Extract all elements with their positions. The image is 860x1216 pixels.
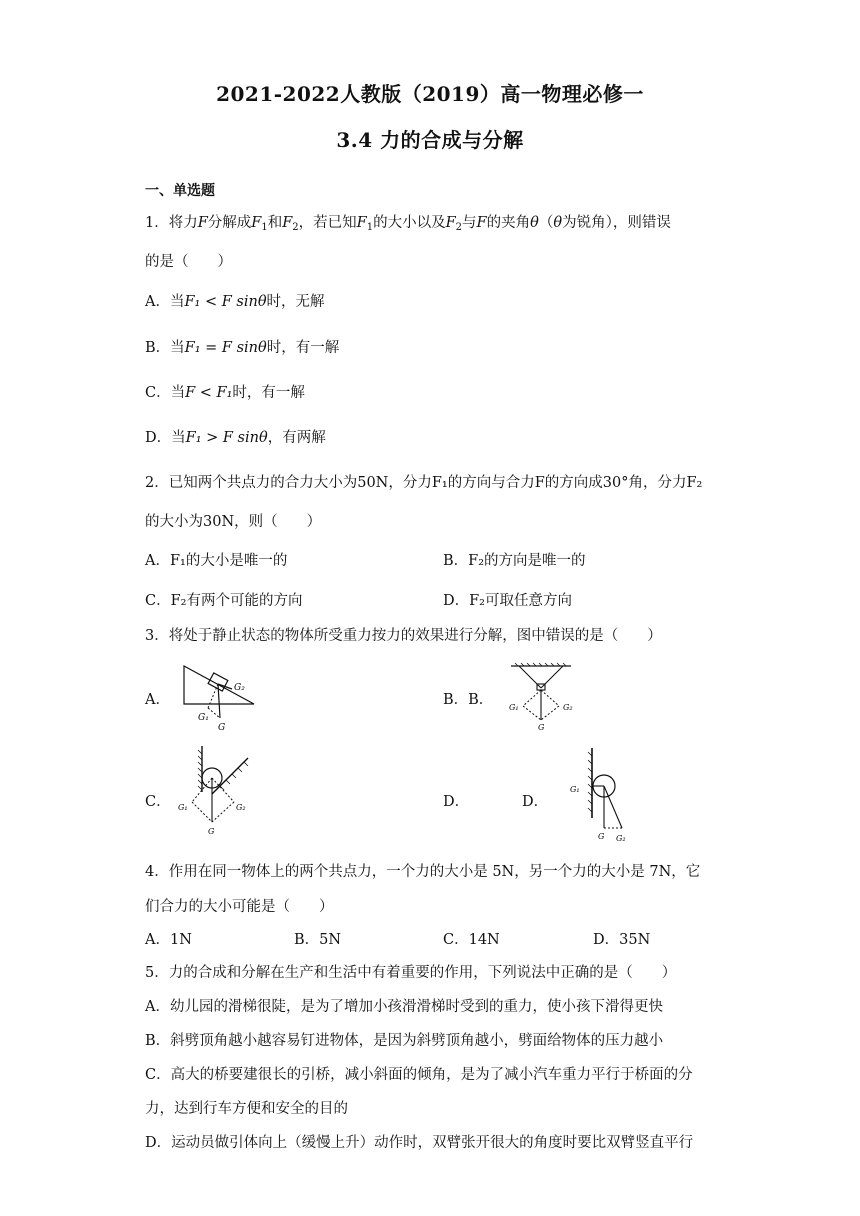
q2-stem: 2．已知两个共点力的合力大小为50N，分力F₁的方向与合力F的方向成30°角，分力F₂: [145, 475, 703, 491]
q1-option-c: [145, 383, 305, 403]
q1-stem-part: 的大小以及: [373, 215, 446, 231]
label-g: G: [208, 827, 215, 836]
q1-stem-part: 分解成: [207, 215, 252, 231]
option-math: F < F₁: [185, 385, 233, 401]
q2-option-a: A．F₁的大小是唯一的: [145, 553, 288, 569]
q3-label-b: B．B．: [443, 692, 494, 708]
label-g2: G₂: [616, 834, 626, 843]
option-label: D．当: [145, 430, 186, 446]
q2-stem-line2: 的大小为30N，则（ ）: [145, 514, 322, 530]
option-label: B．当: [145, 340, 185, 356]
q3-label-d: D．: [443, 794, 470, 810]
q4-option-a: A．1N: [145, 932, 192, 948]
q1-var-f1: F: [356, 215, 367, 231]
q1-sub: 1: [261, 222, 268, 233]
option-text: 时，无解: [266, 294, 325, 310]
q1-stem-part: 1．将力: [145, 215, 198, 231]
q1-var-f2: F: [445, 215, 456, 231]
q3-label-a: A．: [145, 692, 170, 708]
q5-option-d: D．运动员做引体向上（缓慢上升）动作时，双臂张开很大的角度时要比双臂竖直平行: [145, 1135, 694, 1151]
q1-stem: [145, 213, 671, 238]
q1-sub: 2: [455, 222, 463, 233]
q2-option-d: D．F₂可取任意方向: [443, 593, 572, 609]
label-g: G: [598, 832, 605, 841]
q1-option-d: [145, 428, 326, 448]
q1-stem-part: 的夹角: [486, 215, 531, 231]
q1-stem-part: 和: [267, 215, 283, 231]
q5-option-c: C．高大的桥要建很长的引桥，减小斜面的倾角，是为了减小汽车重力平行于桥面的分: [145, 1067, 693, 1083]
q1-sub: 2: [292, 222, 299, 233]
option-label: C．当: [145, 385, 186, 401]
q3-stem: 3．将处于静止状态的物体所受重力按力的效果进行分解，图中错误的是（ ）: [145, 628, 662, 644]
q1-var-theta: θ: [553, 215, 563, 231]
q2-option-b: B．F₂的方向是唯一的: [443, 553, 586, 569]
q1-stem-line2: 的是（ ）: [145, 254, 232, 270]
label-g: G: [538, 723, 545, 732]
q3-label-c: C．: [145, 794, 171, 810]
q4-option-d: D．35N: [593, 932, 651, 948]
option-label: A．当: [145, 294, 185, 310]
q5-option-c-line2: 力，达到行车方便和安全的目的: [145, 1101, 348, 1117]
section-heading: 一、单选题: [145, 183, 215, 199]
q4-stem: 4．作用在同一物体上的两个共点力，一个力的大小是 5N，另一个力的大小是 7N，它: [145, 864, 701, 880]
label-g1: G₁: [509, 703, 519, 712]
q2-option-c: C．F₂有两个可能的方向: [145, 593, 303, 609]
option-math: F₁ < F sinθ: [184, 294, 267, 310]
q5-option-a: A．幼儿园的滑梯很陡，是为了增加小孩滑滑梯时受到的重力，使小孩下滑得更快: [145, 999, 663, 1015]
q1-var-theta: θ: [530, 215, 539, 231]
q3-label-d2: D．: [522, 794, 549, 810]
option-text: 时，有一解: [266, 340, 340, 356]
q1-stem-part: 与: [462, 215, 477, 231]
q1-stem-part: ，若已知: [298, 215, 357, 231]
wedge-diagram-c: [176, 742, 256, 836]
q1-option-b: [145, 338, 339, 358]
q1-option-a: [145, 292, 325, 312]
option-math: F₁ = F sinθ: [184, 340, 267, 356]
q1-stem-part: （: [538, 215, 554, 231]
incline-diagram-a: [180, 662, 260, 734]
q1-sub: 1: [366, 222, 374, 233]
option-text: 时，有一解: [232, 385, 305, 401]
label-g1: G₁: [570, 785, 580, 794]
q4-option-c: C．14N: [443, 932, 500, 948]
label-g2: G₂: [236, 803, 246, 812]
q5-option-b: B．斜劈顶角越小越容易钉进物体，是因为斜劈顶角越小，劈面给物体的压力越小: [145, 1033, 664, 1049]
q1-var-f: F: [476, 215, 487, 231]
label-g: G: [218, 723, 226, 733]
label-g2: G₂: [234, 683, 245, 693]
label-g1: G₁: [178, 803, 188, 812]
q1-var-f1: F: [251, 215, 262, 231]
q4-stem-line2: 们合力的大小可能是（ ）: [145, 899, 334, 915]
label-g2: G₂: [563, 703, 573, 712]
hanging-diagram-b: [505, 662, 577, 734]
page-title: 2021-2022人教版（2019）高一物理必修一: [216, 82, 644, 106]
option-math: F₁ > F sinθ: [185, 430, 268, 446]
wall-diagram-d: [566, 744, 636, 844]
q1-stem-part: 为锐角），则错误: [562, 215, 671, 231]
q1-var-f2: F: [282, 215, 293, 231]
page-subtitle: 3.4 力的合成与分解: [336, 128, 524, 152]
option-text: ，有两解: [267, 430, 326, 446]
q4-option-b: B．5N: [294, 932, 342, 948]
label-g1: G₁: [198, 713, 209, 723]
q5-stem: 5．力的合成和分解在生产和生活中有着重要的作用，下列说法中正确的是（ ）: [145, 965, 677, 981]
q1-var-f: F: [197, 215, 208, 231]
